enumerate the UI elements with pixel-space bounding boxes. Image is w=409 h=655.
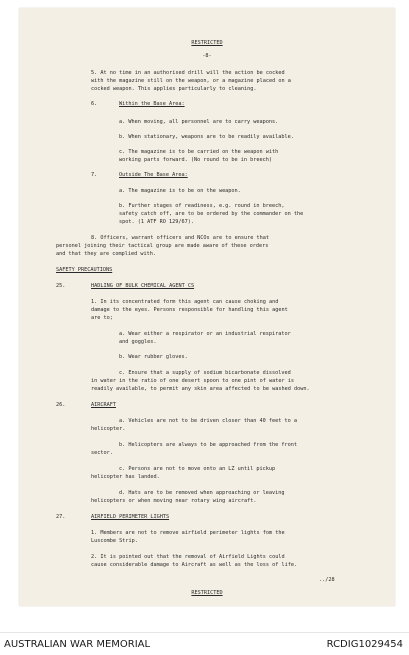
para26-d-line1: d. Hats are to be removed when approaching or leaving	[119, 490, 285, 496]
para25-c-line2: in water in the ratio of one desert spoon to one pint of water is	[91, 378, 295, 384]
safety-precautions-heading: SAFETY PRECAUTIONS	[56, 267, 113, 273]
para25-c-line1: c. Ensure that a supply of sodium bicarbonate dissolved	[119, 370, 291, 376]
para27-p1-line1: 1. Members are not to remove airfield perimeter lights fom the	[91, 530, 285, 536]
para6-heading: Within the Base Area:	[119, 101, 185, 107]
para25-heading: HADLING OF BULK CHEMICAL AGENT CS	[91, 283, 195, 289]
classification-top: RESTRICTED	[191, 40, 223, 46]
archive-footer	[0, 632, 409, 655]
para25-c-line3: readily available, to permit any skin area affected to be washed down.	[91, 386, 310, 392]
para5-line2: with the magazine still on the weapon, or a magazine placed on a	[91, 78, 291, 84]
para25-number: 25.	[56, 283, 66, 289]
para7-b-line2: safety catch off, are to be ordered by the commander on the	[119, 211, 304, 217]
para26-c-line2: helicopter has landed.	[91, 474, 160, 480]
para6-number: 6.	[91, 101, 98, 107]
para5-line3: cocked weapon. This applies particularly to cleaning.	[91, 86, 257, 92]
para8-line1: 8. Officers, warrant officers and NCOs are to ensure that	[91, 235, 270, 241]
page-number: -8-	[202, 53, 212, 59]
para7-a: a. The magazine is to be on the weapon.	[119, 188, 241, 194]
para7-b-line1: b. Further stages of readiness, e.g. round in breech,	[119, 203, 285, 209]
document-page	[19, 8, 395, 606]
para26-b-line2: sector.	[91, 450, 113, 456]
para25-b: b. Wear rubber gloves.	[119, 354, 188, 360]
para27-number: 27.	[56, 514, 66, 520]
para25-p1-line2: damage to the eyes. Persons responsible for handling this agent	[91, 307, 288, 313]
para27-p2-line1: 2. It is pointed out that the removal of Airfield Lights could	[91, 554, 285, 560]
para25-p1-line3: are to;	[91, 315, 113, 321]
para27-p2-line2: cause considerable damage to Aircraft as well as the loss of life.	[91, 562, 298, 568]
para25-a-line2: and goggles.	[119, 339, 157, 345]
para26-a-line1: a. Vehicles are not to be driven closer than 40 feet to a	[119, 418, 298, 424]
para25-p1-line1: 1. In its concentrated form this agent can cause choking and	[91, 299, 279, 305]
para25-a-line1: a. Wear either a respirator or an industrial respirator	[119, 331, 291, 337]
para7-heading: Outside The Base Area:	[119, 172, 188, 178]
para26-number: 26.	[56, 402, 66, 408]
para26-c-line1: c. Persons are not to move onto an LZ until pickup	[119, 466, 276, 472]
para27-p1-line2: Luscombe Strip.	[91, 538, 138, 544]
para7-b-line3: spot. (1 ATF RO 129/67).	[119, 219, 194, 225]
para6-c-line2: working parts forward. (No round to be in breech)	[119, 157, 273, 163]
para5-line1: 5. At no time in an authorised drill will the action be cocked	[91, 70, 285, 76]
archive-reference: RCDIG1029454	[326, 639, 403, 650]
continuation-marker: ../28	[319, 577, 335, 583]
para26-heading: AIRCRAFT	[91, 402, 116, 408]
para27-heading: AIRFIELD PERIMETER LIGHTS	[91, 514, 170, 520]
para7-number: 7.	[91, 172, 98, 178]
para26-a-line2: helicopter.	[91, 426, 126, 432]
para6-b: b. When stationary, weapons are to be readily available.	[119, 134, 294, 140]
para6-c-line1: c. The magazine is to be carried on the weapon with	[119, 149, 279, 155]
para26-d-line2: helicopters or when moving near rotary wing aircraft.	[91, 498, 257, 504]
para8-line3: and that they are complied with.	[56, 251, 156, 257]
classification-bottom: RESTRICTED	[191, 590, 223, 596]
para26-b-line1: b. Helicopters are always to be approached from the front	[119, 442, 298, 448]
para6-a: a. When moving, all personnel are to carry weapons.	[119, 119, 279, 125]
archive-name: AUSTRALIAN WAR MEMORIAL	[4, 639, 151, 650]
para8-line2: personel joining their tactical group are made aware of these orders	[56, 243, 269, 249]
